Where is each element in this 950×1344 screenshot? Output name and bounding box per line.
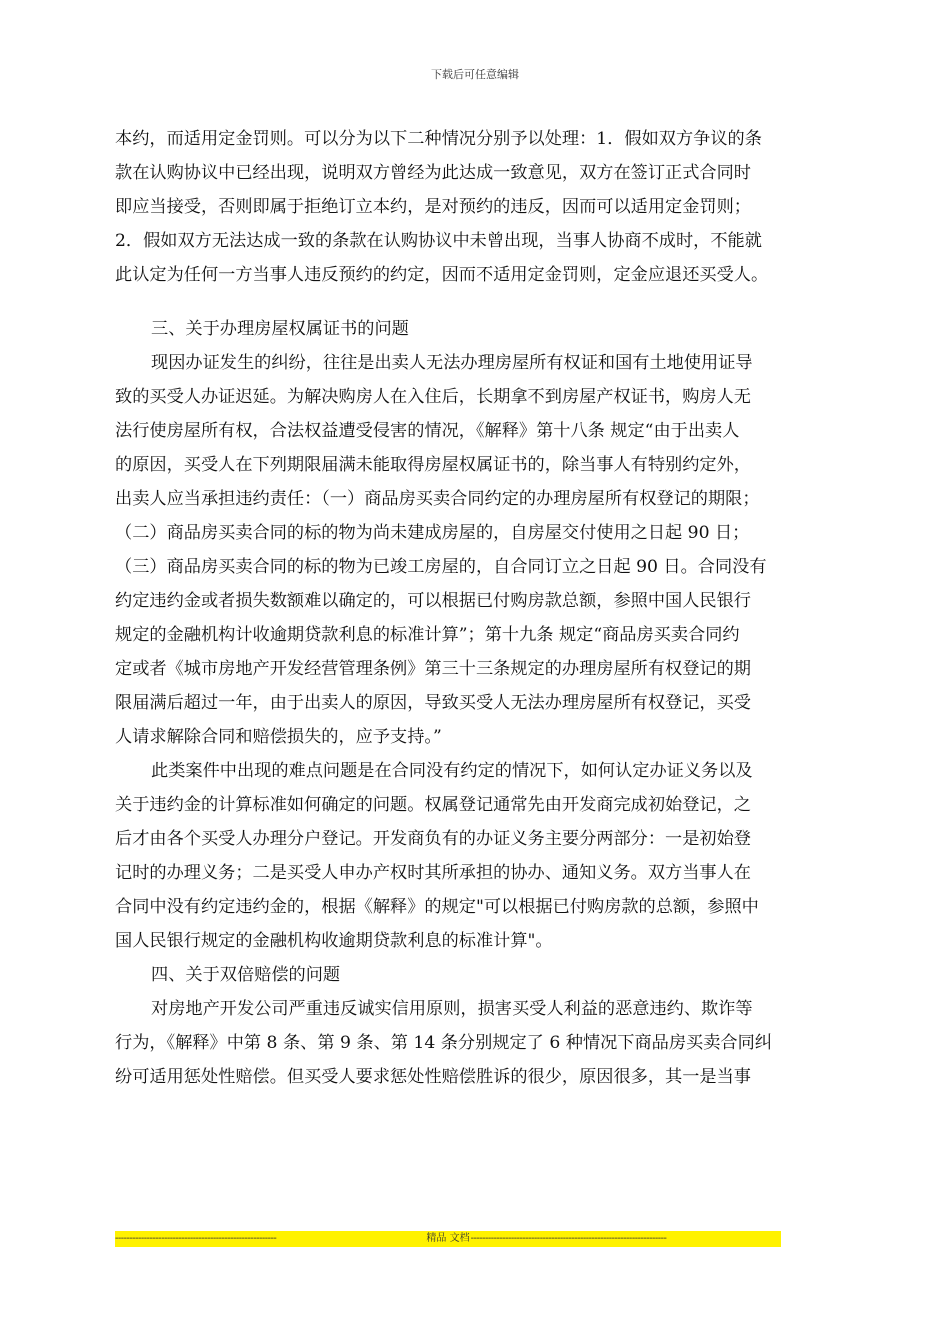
paragraph-line: 关于违约金的计算标准如何确定的问题。权属登记通常先由开发商完成初始登记，之 xyxy=(115,795,751,815)
paragraph-gap xyxy=(115,292,840,312)
paragraph-line: 现因办证发生的纠纷，往往是出卖人无法办理房屋所有权证和国有土地使用证导 xyxy=(151,353,753,373)
paragraph-line: 约定违约金或者损失数额难以确定的，可以根据已付购房款总额，参照中国人民银行 xyxy=(115,591,751,611)
paragraph-line: 行为，《解释》中第 8 条、第 9 条、第 14 条分别规定了 6 种情况下商品房买卖合同纠 xyxy=(115,1033,772,1053)
paragraph-line: 法行使房屋所有权，合法权益遭受侵害的情况，《解释》第十八条 规定“由于出卖人 xyxy=(115,421,740,441)
page-footer xyxy=(115,1231,781,1247)
paragraph-line: 2．假如双方无法达成一致的条款在认购协议中未曾出现，当事人协商不成时，不能就 xyxy=(115,231,762,251)
paragraph-line: （三）商品房买卖合同的标的物为已竣工房屋的，自合同订立之日起 90 日。合同没有 xyxy=(115,557,767,577)
paragraph-line: 人请求解除合同和赔偿损失的，应予支持。” xyxy=(115,727,442,747)
section-heading: 四、关于双倍赔偿的问题 xyxy=(151,965,341,985)
paragraph-line: 后才由各个买受人办理分户登记。开发商负有的办证义务主要分两部分：一是初始登 xyxy=(115,829,751,849)
footer-label: 精品 文档 xyxy=(426,1233,470,1244)
paragraph-line: 即应当接受，否则即属于拒绝订立本约，是对预约的违反，因而可以适用定金罚则； xyxy=(115,197,751,217)
paragraph-line: 规定的金融机构计收逾期贷款利息的标准计算”；第十九条 规定“商品房买卖合同约 xyxy=(115,625,740,645)
paragraph-line: 款在认购协议中已经出现，说明双方曾经为此达成一致意见，双方在签订正式合同时 xyxy=(115,163,751,183)
paragraph-line: 出卖人应当承担违约责任：（一）商品房买卖合同约定的办理房屋所有权登记的期限； xyxy=(115,489,760,509)
document-body xyxy=(115,122,840,1094)
paragraph-line: 本约，而适用定金罚则。可以分为以下二种情况分别予以处理：1．假如双方争议的条 xyxy=(115,129,762,149)
paragraph-line: 限届满后超过一年，由于出卖人的原因，导致买受人无法办理房屋所有权登记，买受 xyxy=(115,693,751,713)
footer-dashes-right: -------------------------------------------------------------------- xyxy=(470,1233,667,1244)
paragraph-line: 记时的办理义务；二是买受人申办产权时其所承担的协办、通知义务。双方当事人在 xyxy=(115,863,751,883)
paragraph-line: 对房地产开发公司严重违反诚实信用原则，损害买受人利益的恶意违约、欺诈等 xyxy=(151,999,753,1019)
paragraph-line: 国人民银行规定的金融机构收逾期贷款利息的标准计算"。 xyxy=(115,931,553,951)
paragraph-line: 合同中没有约定违约金的，根据《解释》的规定"可以根据已付购房款的总额，参照中 xyxy=(115,897,759,917)
paragraph-line: 的原因，买受人在下列期限届满未能取得房屋权属证书的，除当事人有特别约定外， xyxy=(115,455,751,475)
paragraph-line: 致的买受人办证迟延。为解决购房人在入住后，长期拿不到房屋产权证书，购房人无 xyxy=(115,387,751,407)
section-heading: 三、关于办理房屋权属证书的问题 xyxy=(151,319,409,339)
paragraph-line: （二）商品房买卖合同的标的物为尚未建成房屋的，自房屋交付使用之日起 90 日； xyxy=(115,523,750,543)
paragraph-line: 纷可适用惩处性赔偿。但买受人要求惩处性赔偿胜诉的很少，原因很多，其一是当事 xyxy=(115,1067,751,1087)
paragraph-line: 此类案件中出现的难点问题是在合同没有约定的情况下，如何认定办证义务以及 xyxy=(151,761,753,781)
paragraph-line: 此认定为任何一方当事人违反预约的约定，因而不适用定金罚则，定金应退还买受人。 xyxy=(115,265,769,285)
paragraph-line: 定或者《城市房地产开发经营管理条例》第三十三条规定的办理房屋所有权登记的期 xyxy=(115,659,751,679)
footer-dashes-left: -------------------------------------------------------- xyxy=(115,1233,277,1244)
page-header: 下载后可任意编辑 xyxy=(431,68,519,81)
